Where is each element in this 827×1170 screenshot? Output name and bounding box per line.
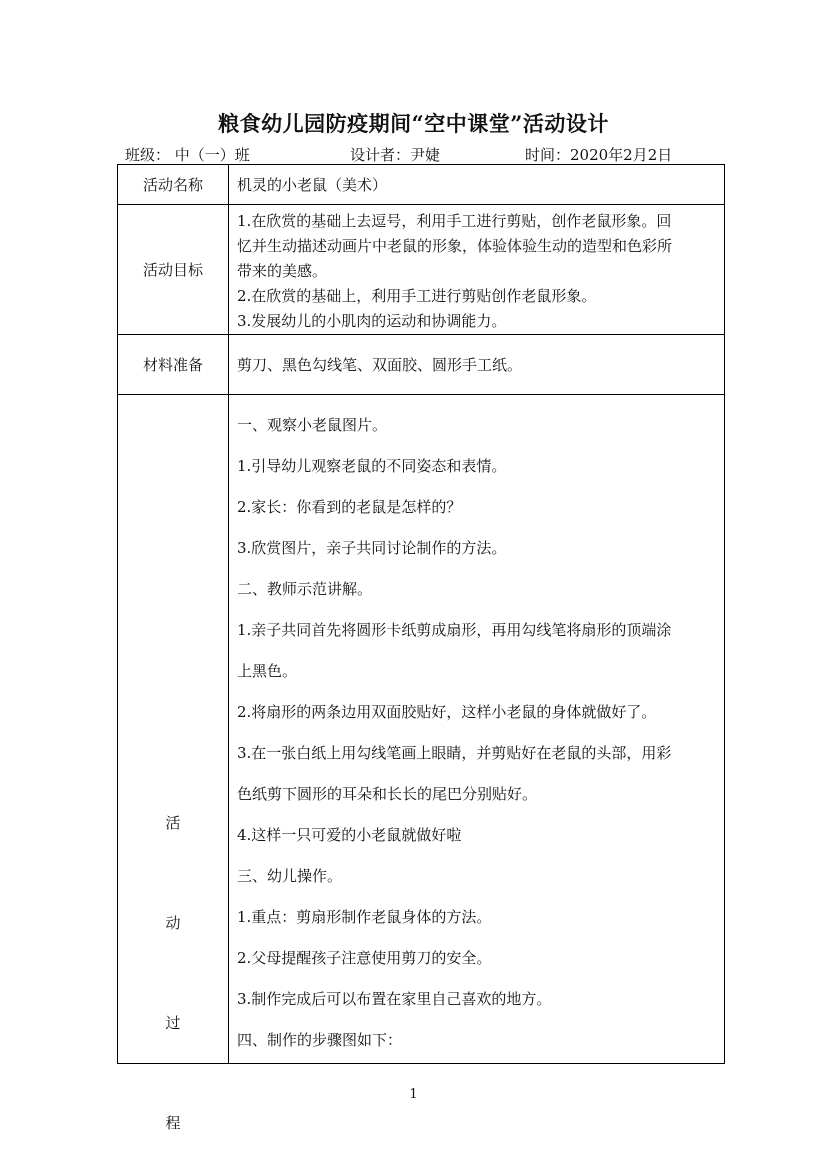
process-line: 2.家长：你看到的老鼠是怎样的？	[237, 498, 462, 516]
process-line: 3.在一张白纸上用勾线笔画上眼睛，并剪贴好在老鼠的头部，用彩	[237, 744, 672, 762]
row-goals	[118, 205, 725, 335]
date-label: 时间：2020年2月2日	[525, 146, 673, 164]
goal-label: 活动目标	[118, 205, 229, 335]
goal-cell	[229, 205, 725, 335]
process-line: 一、观察小老鼠图片。	[237, 416, 388, 434]
activity-name-label: 活动名称	[118, 165, 229, 205]
process-line: 3.欣赏图片，亲子共同讨论制作的方法。	[237, 539, 507, 557]
goal-line: 带来的美感。	[237, 262, 328, 280]
process-cell	[229, 395, 725, 1064]
process-line: 4.这样一只可爱的小老鼠就做好啦	[237, 826, 462, 844]
process-line: 二、教师示范讲解。	[237, 580, 373, 598]
process-label-char: 程	[165, 1114, 181, 1132]
process-line: 1.重点：剪扇形制作老鼠身体的方法。	[237, 908, 492, 926]
process-line: 2.将扇形的两条边用双面胶贴好，这样小老鼠的身体就做好了。	[237, 703, 657, 721]
process-label-char: 活	[165, 814, 181, 832]
goal-line: 1.在欣赏的基础上去逗号，利用手工进行剪贴，创作老鼠形象。回	[237, 212, 672, 230]
page-number: 1	[409, 1087, 418, 1102]
activity-name-value: 机灵的小老鼠（美术）	[229, 165, 725, 205]
process-label-cell	[118, 395, 229, 1132]
goal-line: 2.在欣赏的基础上，利用手工进行剪贴创作老鼠形象。	[237, 287, 597, 305]
process-line: 1.引导幼儿观察老鼠的不同姿态和表情。	[237, 457, 507, 475]
process-line: 三、幼儿操作。	[237, 867, 343, 885]
process-line: 2.父母提醒孩子注意使用剪刀的安全。	[237, 949, 492, 967]
document-meta	[125, 144, 725, 164]
document-title: 粮食幼儿园防疫期间“空中课堂”活动设计	[218, 111, 609, 136]
activity-table	[117, 164, 725, 1132]
process-line: 上黑色。	[237, 662, 298, 680]
process-label-char: 过	[165, 1014, 181, 1032]
materials-value: 剪刀、黑色勾线笔、双面胶、圆形手工纸。	[229, 335, 725, 395]
row-materials	[118, 335, 725, 395]
goal-line: 忆并生动描述动画片中老鼠的形象，体验体验生动的造型和色彩所	[237, 237, 673, 255]
process-line: 3.制作完成后可以布置在家里自己喜欢的地方。	[237, 990, 552, 1008]
process-label-char: 动	[165, 914, 181, 932]
class-label: 班级： 中（一）班	[125, 146, 250, 164]
process-line: 1.亲子共同首先将圆形卡纸剪成扇形，再用勾线笔将扇形的顶端涂	[237, 621, 672, 639]
designer-label: 设计者：尹婕	[350, 146, 441, 164]
process-line: 四、制作的步骤图如下：	[237, 1031, 403, 1049]
row-activity-name	[118, 165, 725, 205]
process-line: 色纸剪下圆形的耳朵和长长的尾巴分别贴好。	[237, 785, 538, 803]
materials-label: 材料准备	[118, 335, 229, 395]
goal-line: 3.发展幼儿的小肌肉的运动和协调能力。	[237, 312, 507, 330]
row-process	[118, 395, 725, 1064]
